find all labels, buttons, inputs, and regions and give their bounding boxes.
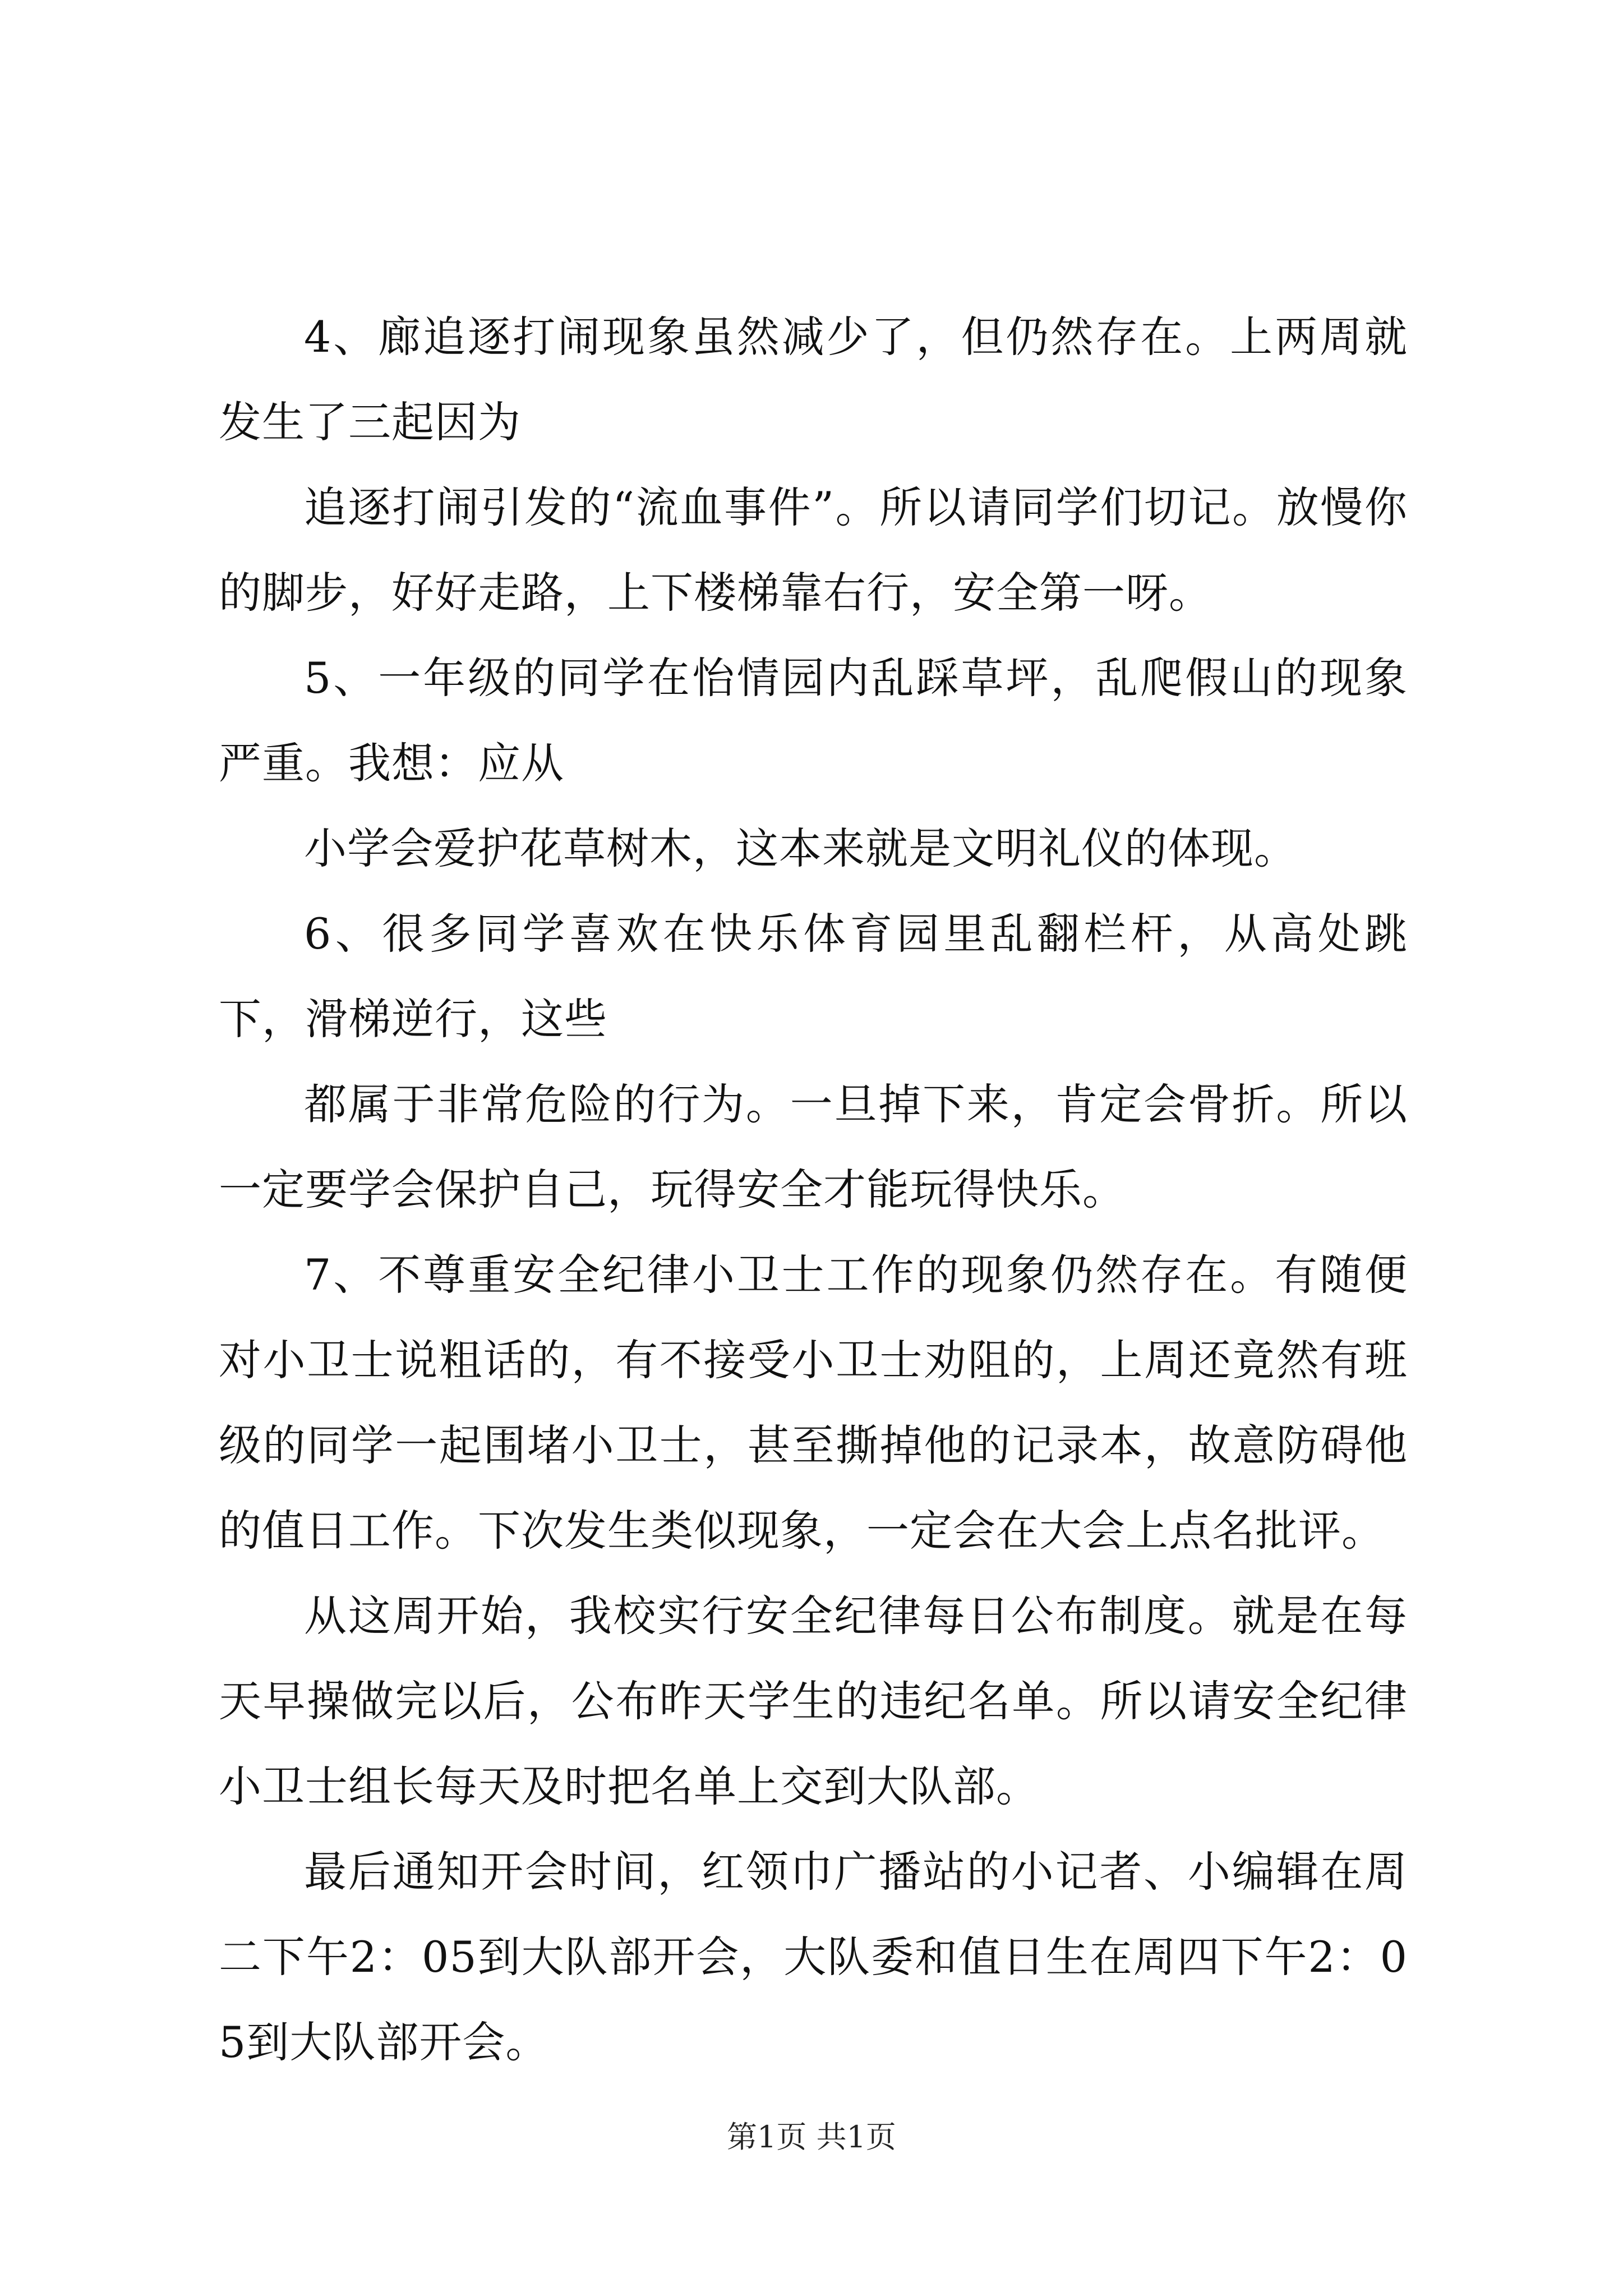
paragraph-item-7: 7、不尊重安全纪律小卫士工作的现象仍然存在。有随便对小卫士说粗话的，有不接受小卫士劝阻的，上周还竟然有班级的同学一起围堵小卫士，甚至撕掉他的记录本，故意防碍他的值日工作。下次发生类似现象，一定会在大会上点名批评。 xyxy=(219,1250,1408,1556)
paragraph-item-4: 4、廊追逐打闹现象虽然减少了，但仍然存在。上两周就发生了三起因为 xyxy=(219,312,1408,447)
paragraph-meeting-notice: 最后通知开会时间，红领巾广播站的小记者、小编辑在周二下午2：05到大队部开会，大队委和值日生在周四下午2：05到大队部开会。 xyxy=(219,1847,1408,2067)
paragraph-item-6: 6、很多同学喜欢在快乐体育园里乱翻栏杆，从高处跳下，滑梯逆行，这些 xyxy=(219,909,1408,1044)
page-number-footer: 第1页 共1页 xyxy=(727,2119,896,2155)
paragraph-item-5-continued: 小学会爱护花草树木，这本来就是文明礼仪的体现。 xyxy=(304,823,1297,873)
paragraph-item-6-continued: 都属于非常危险的行为。一旦掉下来，肯定会骨折。所以一定要学会保护自己，玩得安全才能玩得快乐。 xyxy=(219,1079,1408,1214)
paragraph-item-5: 5、一年级的同学在怡情园内乱踩草坪，乱爬假山的现象严重。我想：应从 xyxy=(219,653,1408,788)
paragraph-daily-announcement: 从这周开始，我校实行安全纪律每日公布制度。就是在每天早操做完以后，公布昨天学生的违纪名单。所以请安全纪律小卫士组长每天及时把名单上交到大队部。 xyxy=(219,1591,1408,1811)
paragraph-item-4-continued: 追逐打闹引发的“流血事件”。所以请同学们切记。放慢你的脚步，好好走路，上下楼梯靠右行，安全第一呀。 xyxy=(219,482,1408,618)
document-body xyxy=(219,295,1408,2085)
